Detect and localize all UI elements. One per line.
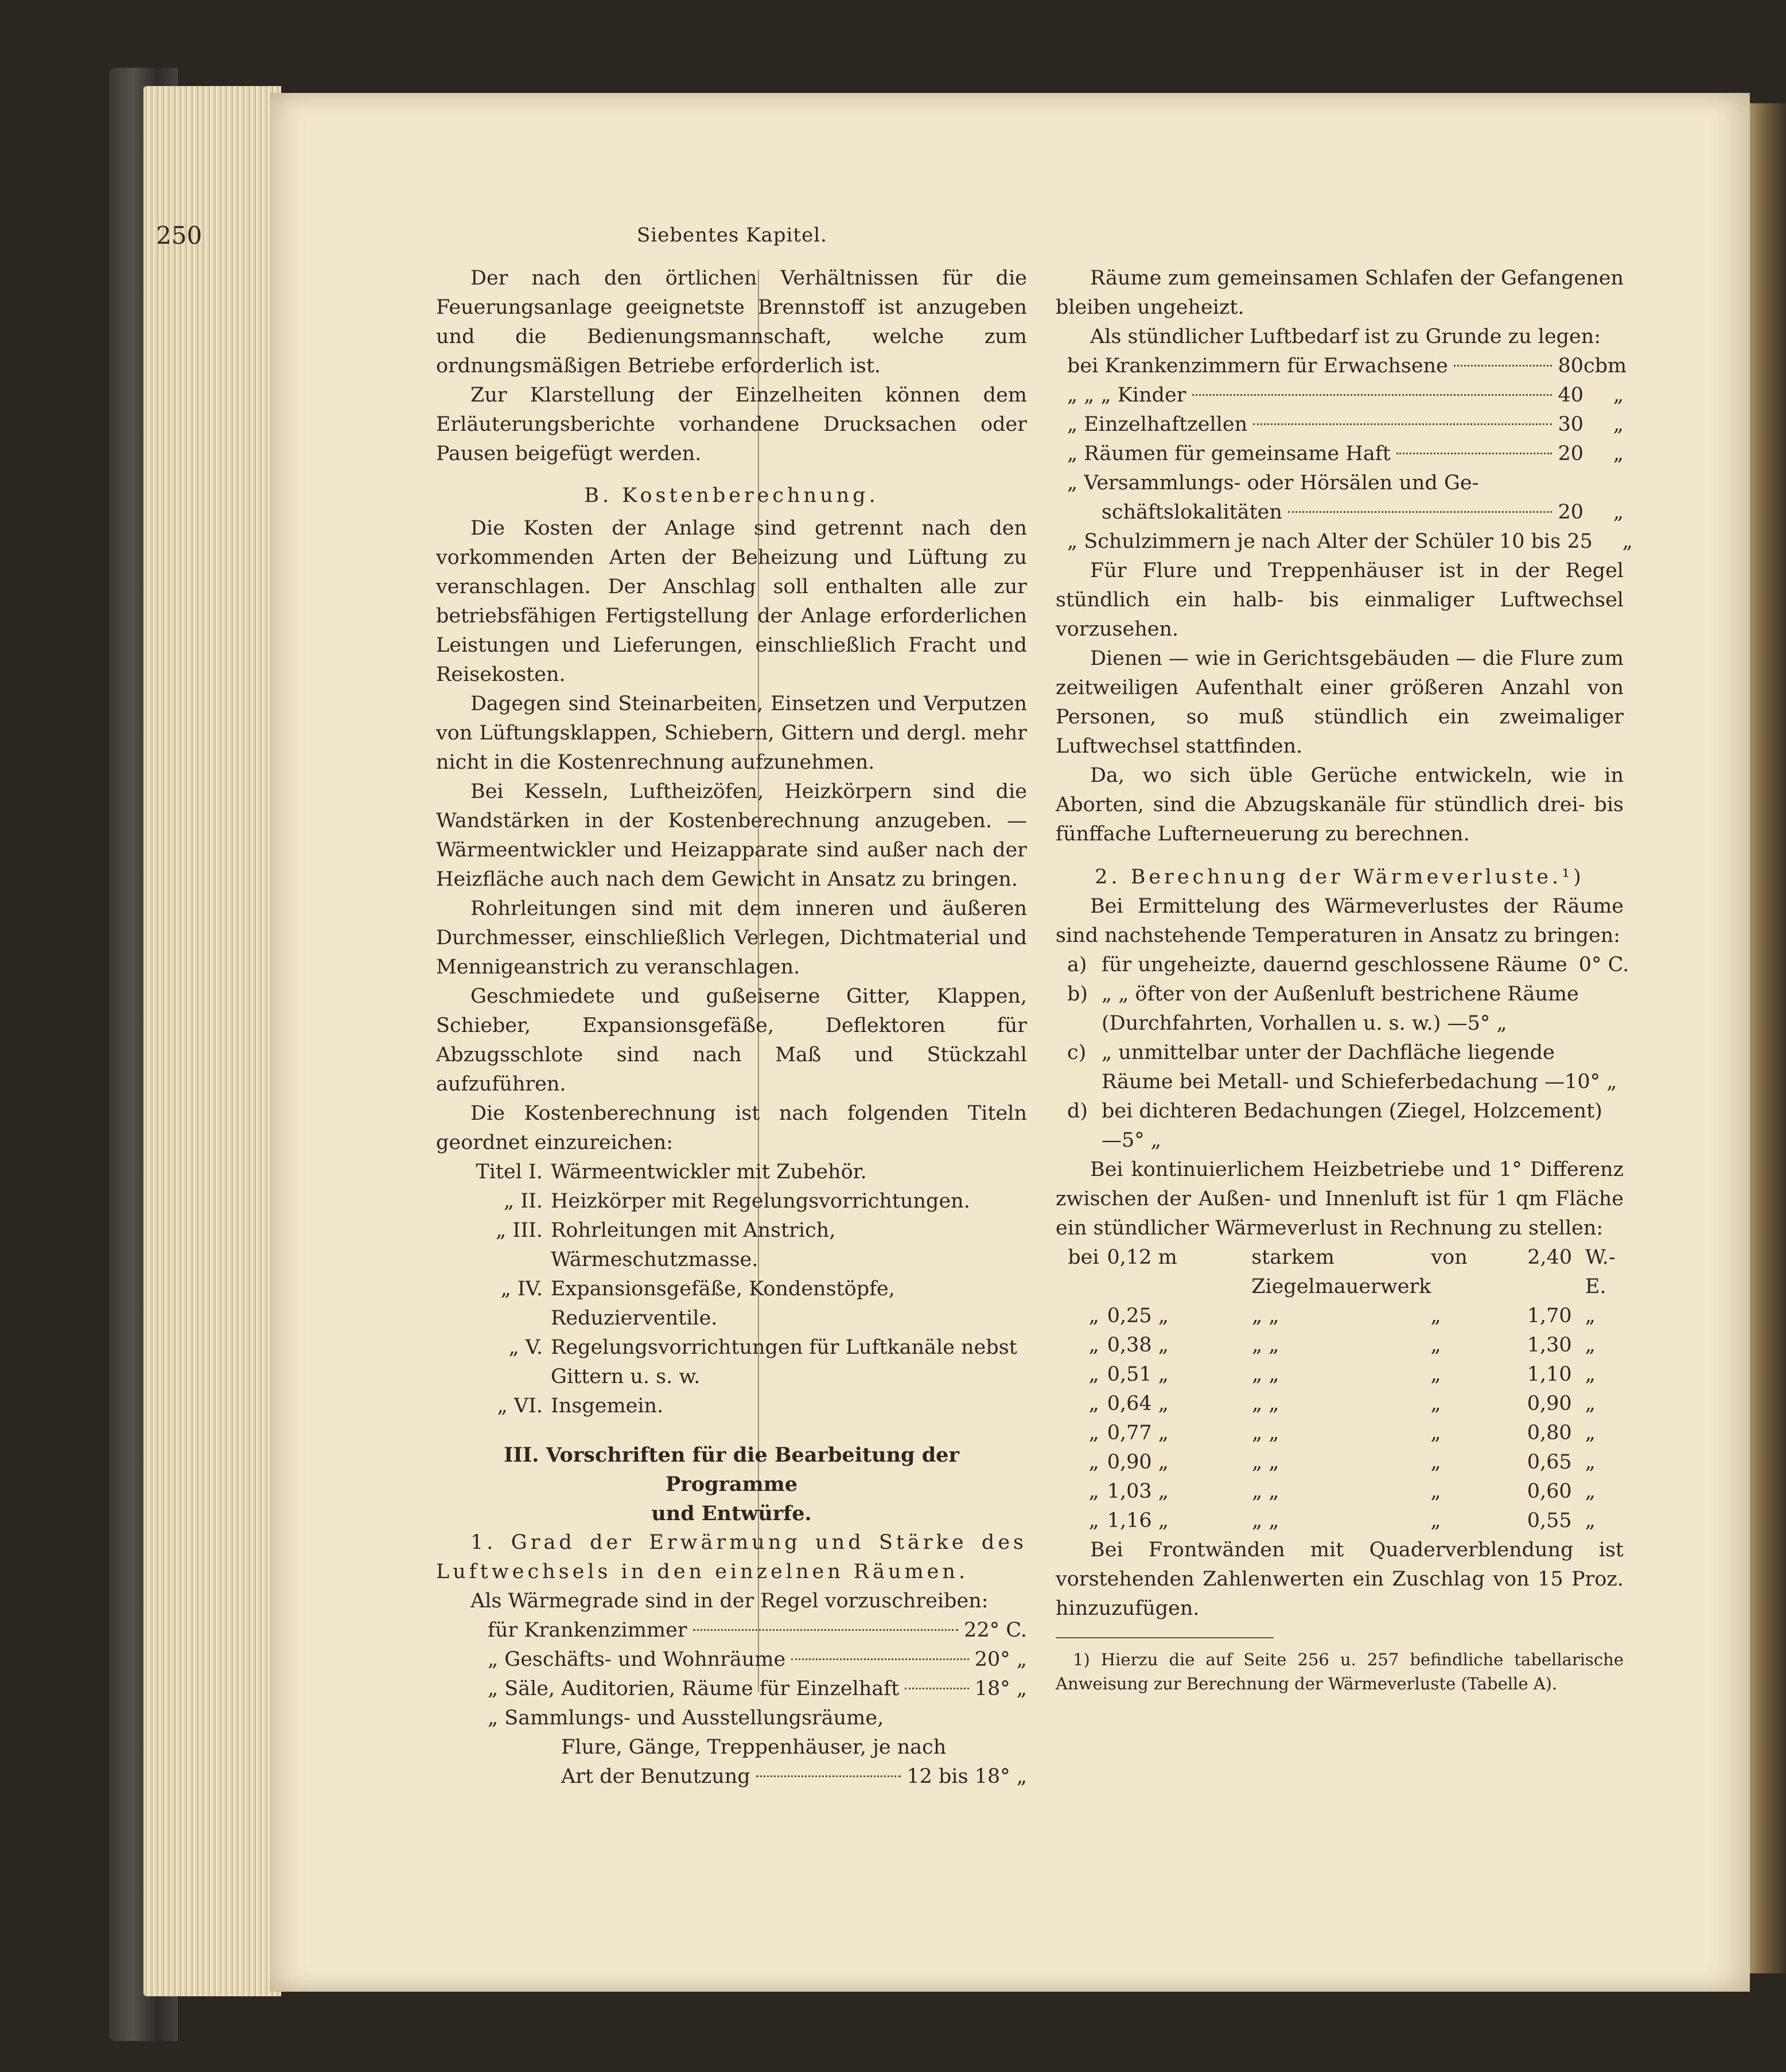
paragraph: Bei Kesseln, Luftheizöfen, Heizkörpern sind die Wandstärken in der Kostenberechnung anzugeben. — Wärmeentwickler und Heizapparate sind außer nach der Heizfläche auch nach dem Gewicht in Ansatz zu bringen. bbox=[436, 780, 1027, 891]
list-item: „ Säle, Auditorien, Räume für Einzelhaft 18° „ bbox=[488, 1677, 1027, 1700]
cost-titles-list bbox=[436, 1158, 1027, 1421]
list-item: „ Einzelhaftzellen 30 „ bbox=[1067, 413, 1624, 436]
left-column bbox=[436, 264, 1027, 1791]
paragraph: Räume zum gemeinsamen Schlafen der Gefangenen bleiben ungeheizt. bbox=[1056, 267, 1624, 319]
paragraph: Für Flure und Treppenhäuser ist in der Regel stündlich ein halb- bis einmaliger Luftwechsel vorzusehen. bbox=[1056, 559, 1624, 641]
list-item: „ Sammlungs- und Ausstellungsräume, Flure, Gänge, Treppenhäuser, je nach Art der Benutzung 12 bis 18° „ bbox=[488, 1707, 1027, 1788]
list-item: „ „ „ Kinder 40 „ bbox=[1067, 384, 1624, 407]
air-demand-list bbox=[1056, 352, 1633, 556]
table-row: „ 0,51 „ „ „ „ 1,10 „ bbox=[1088, 1363, 1596, 1386]
paragraph: Die Kostenberechnung ist nach folgenden Titeln geordnet einzureichen: bbox=[436, 1102, 1027, 1154]
running-head bbox=[0, 216, 1786, 256]
paragraph: Als stündlicher Luftbedarf ist zu Grunde zu legen: bbox=[1090, 325, 1601, 348]
list-item: „ II. Heizkörper mit Regelungsvorrichtungen. bbox=[503, 1190, 970, 1213]
paragraph: Als Wärmegrade sind in der Regel vorzuschreiben: bbox=[470, 1590, 989, 1613]
footnote-rule bbox=[1056, 1637, 1274, 1638]
page-number: 250 bbox=[156, 221, 203, 250]
paragraph: Die Kosten der Anlage sind getrennt nach den vorkommenden Arten der Beheizung und Lüftung zu veranschlagen. Der Anschlag soll enthalten alle zur betriebsfähigen Fertigstellung der Anlage erforderlichen Leistungen und Lieferungen, einschließlich Fracht und Reisekosten. bbox=[436, 517, 1027, 686]
list-item: a) für ungeheizte, dauernd geschlossene Räume 0° C. bbox=[1067, 953, 1629, 976]
table-row: „ 0,77 „ „ „ „ 0,80 „ bbox=[1088, 1421, 1596, 1444]
list-item: bei Krankenzimmern für Erwachsene 80 cbm bbox=[1067, 355, 1627, 377]
list-item: „ Schulzimmern je nach Alter der Schüler 10 bis 25 „ bbox=[1067, 530, 1633, 553]
chapter-title: Siebentes Kapitel. bbox=[637, 224, 827, 247]
right-column bbox=[1056, 264, 1633, 1696]
section-heading: 2. Berechnung der Wärmeverluste.¹) bbox=[1095, 866, 1585, 889]
list-item: „ V. Regelungsvorrichtungen für Luftkanäle nebst Gittern u. s. w. bbox=[508, 1336, 1017, 1388]
list-item: „ IV. Expansionsgefäße, Kondenstöpfe, Reduzierventile. bbox=[500, 1278, 895, 1330]
list-item: c) „ unmittelbar unter der Dachfläche liegende Räume bei Metall- und Schieferbedachung —10° „ bbox=[1067, 1041, 1617, 1093]
list-item: d) bei dichteren Bedachungen (Ziegel, Holzcement) —5° „ bbox=[1067, 1100, 1602, 1152]
table-row: „ 0,90 „ „ „ „ 0,65 „ bbox=[1088, 1451, 1596, 1474]
heat-loss-table bbox=[1056, 1243, 1624, 1536]
paragraph: Zur Klarstellung der Einzelheiten können dem Erläuterungsberichte vorhandene Drucksachen oder Pausen beigefügt werden. bbox=[436, 384, 1027, 465]
section-heading: B. Kostenberechnung. bbox=[584, 484, 879, 507]
table-row: „ 1,03 „ „ „ „ 0,60 „ bbox=[1088, 1480, 1596, 1503]
temperature-list bbox=[436, 1616, 1027, 1791]
table-row: „ 0,38 „ „ „ „ 1,30 „ bbox=[1088, 1334, 1596, 1357]
paragraph: Da, wo sich üble Gerüche entwickeln, wie in Aborten, sind die Abzugskanäle für stündlich drei- bis fünffache Lufterneuerung zu berechnen. bbox=[1056, 764, 1624, 846]
section-heading: III. Vorschriften für die Bearbeitung der Programme bbox=[504, 1443, 959, 1496]
list-item: „ VI. Insgemein. bbox=[497, 1395, 664, 1417]
table-row: „ 0,25 „ „ „ „ 1,70 „ bbox=[1088, 1304, 1596, 1327]
table-row: „ 1,16 „ „ „ „ 0,55 „ bbox=[1088, 1509, 1596, 1532]
paragraph: Bei kontinuierlichem Heizbetriebe und 1° Differenz zwischen der Außen- und Innenluft ist für 1 qm Fläche ein stündlicher Wärmeverlust in Rechnung zu stellen: bbox=[1056, 1158, 1624, 1240]
paragraph: Bei Frontwänden mit Quaderverblendung ist vorstehenden Zahlenwerten ein Zuschlag von 15 Proz. hinzuzufügen. bbox=[1056, 1539, 1624, 1620]
list-item: „ Räumen für gemeinsame Haft 20 „ bbox=[1067, 442, 1624, 465]
footnote: 1) Hierzu die auf Seite 256 u. 257 befindliche tabellarische Anweisung zur Berechnung der Wärmeverluste (Tabelle A). bbox=[1056, 1650, 1624, 1693]
paragraph: Bei Ermittelung des Wärmeverlustes der Räume sind nachstehende Temperaturen in Ansatz zu bringen: bbox=[1056, 895, 1624, 947]
room-temperature-list bbox=[1056, 951, 1629, 1155]
paragraph: Der nach den örtlichen Verhältnissen für die Feuerungsanlage geeignetste Brennstoff ist anzugeben und die Bedienungsmannschaft, welche zum ordnungsmäßigen Betriebe erforderlich ist. bbox=[436, 267, 1027, 377]
paragraph: Dienen — wie in Gerichtsgebäuden — die Flure zum zeitweiligen Aufenthalt einer größeren Anzahl von Personen, so muß stündlich ein zweimaliger Luftwechsel stattfinden. bbox=[1056, 647, 1624, 758]
subsection-heading: 1. Grad der Erwärmung und Stärke des Luftwechsels in den einzelnen Räumen. bbox=[436, 1531, 1027, 1583]
paragraph: Geschmiedete und gußeiserne Gitter, Klappen, Schieber, Expansionsgefäße, Deflektoren für Abzugsschlote sind nach Maß und Stückzahl aufzuführen. bbox=[436, 985, 1027, 1096]
list-item: „ Versammlungs- oder Hörsälen und Ge- schäftslokalitäten 20 „ bbox=[1067, 472, 1624, 524]
page-edges bbox=[143, 86, 281, 1996]
list-item: „ III. Rohrleitungen mit Anstrich, Wärmeschutzmasse. bbox=[496, 1219, 836, 1271]
list-item: „ Geschäfts- und Wohnräume 20° „ bbox=[488, 1648, 1027, 1671]
facing-page-edge bbox=[1750, 103, 1786, 1973]
table-row: bei 0,12 m starkem Ziegelmauerwerk von 2,40 W.-E. bbox=[1068, 1246, 1616, 1298]
paragraph: Dagegen sind Steinarbeiten, Einsetzen und Verputzen von Lüftungsklappen, Schiebern, Gittern und dergl. mehr nicht in die Kostenrechnung aufzunehmen. bbox=[436, 692, 1027, 774]
list-item: für Krankenzimmer 22° C. bbox=[488, 1619, 1027, 1642]
table-row: „ 0,64 „ „ „ „ 0,90 „ bbox=[1088, 1392, 1596, 1415]
section-heading: und Entwürfe. bbox=[651, 1502, 812, 1525]
list-item: b) „ „ öfter von der Außenluft bestrichene Räume (Durchfahrten, Vorhallen u. s. w.) —5° „ bbox=[1067, 983, 1579, 1035]
paragraph: Rohrleitungen sind mit dem inneren und äußeren Durchmesser, einschließlich Verlegen, Dichtmaterial und Mennigeanstrich zu veranschlagen. bbox=[436, 897, 1027, 979]
list-item: Titel I. Wärmeentwickler mit Zubehör. bbox=[476, 1160, 867, 1183]
